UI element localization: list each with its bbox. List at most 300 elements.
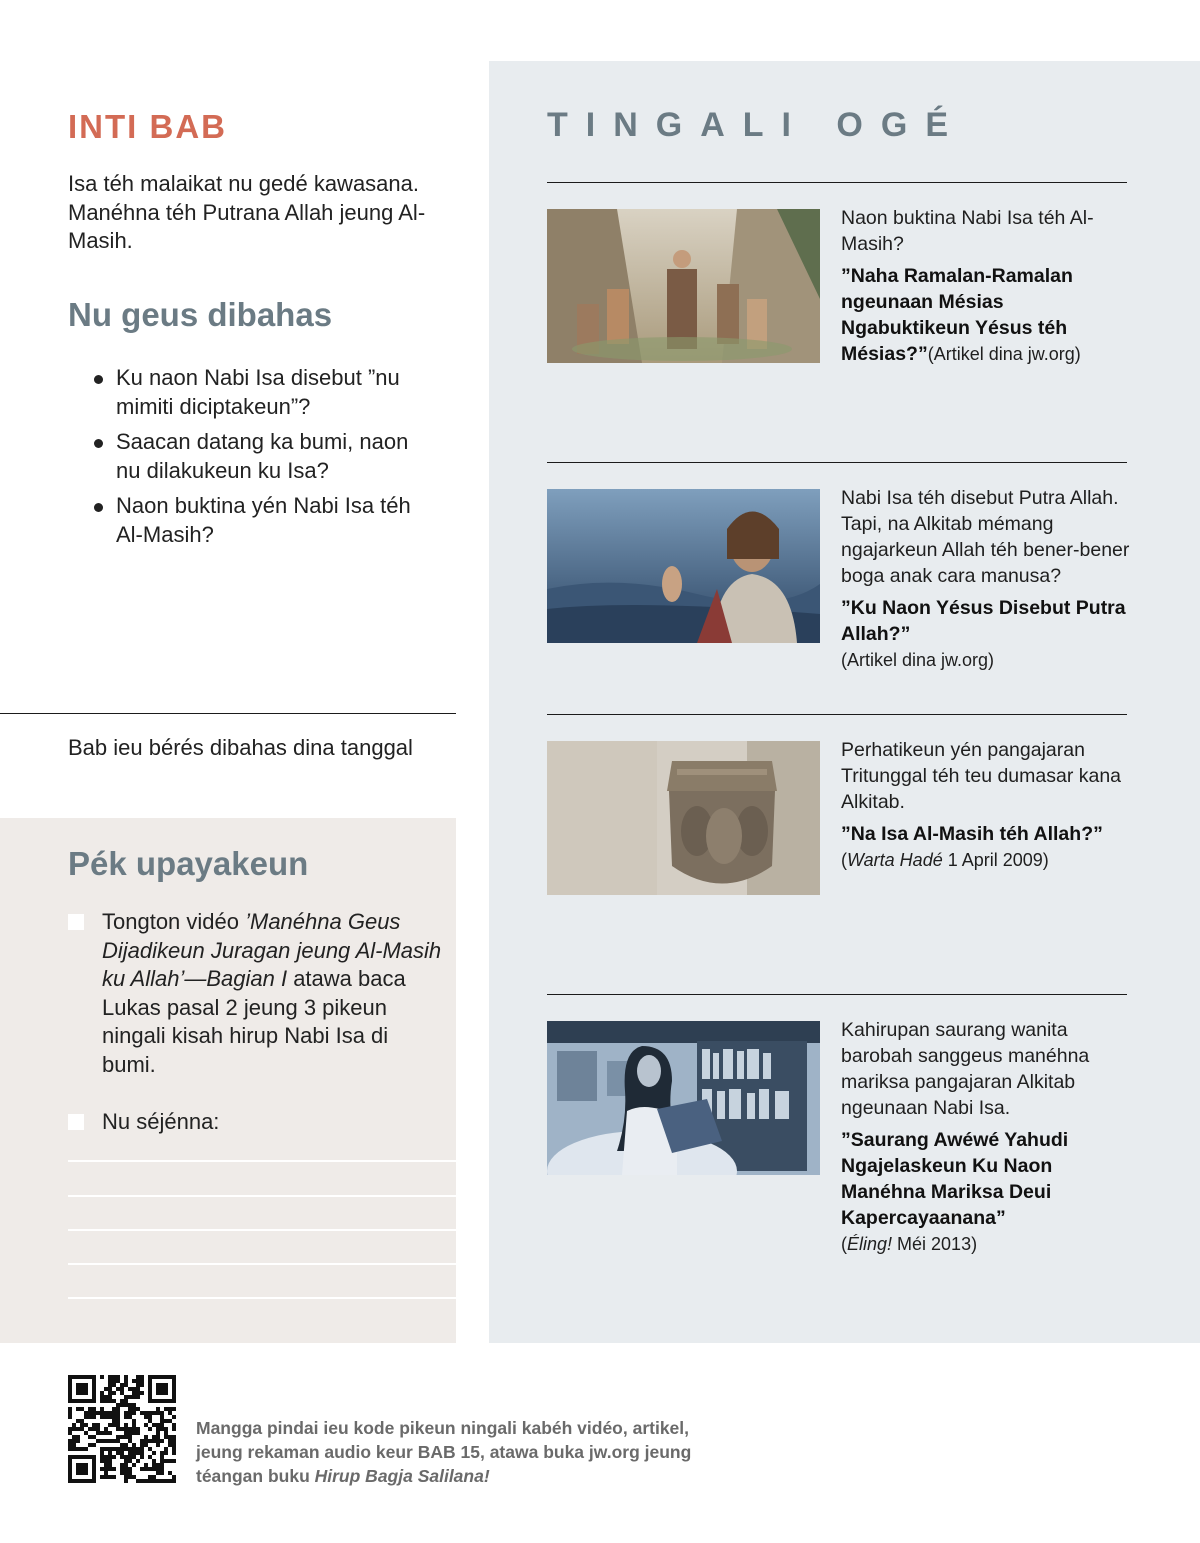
qr-module — [140, 1447, 144, 1451]
qr-module — [112, 1423, 116, 1427]
qr-module — [172, 1439, 176, 1443]
qr-module — [96, 1427, 100, 1431]
qr-code[interactable] — [68, 1375, 176, 1483]
qr-module — [104, 1455, 108, 1459]
qr-module — [116, 1379, 120, 1383]
qr-module — [124, 1479, 128, 1483]
qr-module — [68, 1427, 72, 1431]
qr-module — [80, 1419, 84, 1423]
qr-module — [164, 1451, 168, 1455]
qr-module — [88, 1407, 92, 1411]
qr-module — [120, 1455, 124, 1459]
qr-module — [136, 1379, 140, 1383]
qr-module — [160, 1427, 164, 1431]
qr-module — [124, 1379, 128, 1383]
qr-module — [160, 1463, 164, 1467]
qr-module — [124, 1455, 128, 1459]
qr-module — [120, 1467, 124, 1471]
qr-module — [104, 1399, 108, 1403]
qr-module — [132, 1455, 136, 1459]
qr-module — [120, 1387, 124, 1391]
qr-module — [112, 1419, 116, 1423]
qr-code-image — [68, 1375, 176, 1483]
qr-module — [120, 1435, 124, 1439]
qr-module — [136, 1375, 140, 1379]
qr-module — [132, 1407, 136, 1411]
qr-module — [100, 1451, 104, 1455]
qr-module — [172, 1435, 176, 1439]
qr-module — [108, 1399, 112, 1403]
qr-module — [148, 1415, 152, 1419]
qr-module — [164, 1407, 168, 1411]
qr-module — [112, 1383, 116, 1387]
qr-module — [152, 1467, 156, 1471]
qr-module — [128, 1431, 132, 1435]
qr-module — [120, 1471, 124, 1475]
woman-reading-book-photo[interactable] — [547, 1021, 820, 1175]
qr-module — [116, 1375, 120, 1379]
qr-module — [156, 1463, 160, 1467]
qr-module — [116, 1427, 120, 1431]
qr-module — [124, 1395, 128, 1399]
divider — [547, 462, 1127, 463]
qr-module — [128, 1467, 132, 1471]
qr-module — [68, 1407, 72, 1411]
qr-module — [68, 1431, 72, 1435]
see-also-ref-2 — [841, 485, 1131, 673]
see-also-ref-1 — [841, 205, 1131, 367]
qr-module — [76, 1435, 80, 1439]
qr-module — [100, 1475, 104, 1479]
qr-module — [144, 1443, 148, 1447]
qr-module — [168, 1439, 172, 1443]
qr-module — [124, 1415, 128, 1419]
qr-module — [112, 1439, 116, 1443]
qr-module — [124, 1463, 128, 1467]
qr-module — [116, 1411, 120, 1415]
qr-module — [100, 1455, 104, 1459]
write-in-line[interactable] — [68, 1229, 456, 1231]
write-in-line[interactable] — [68, 1297, 456, 1299]
procession-image — [547, 209, 820, 363]
qr-module — [144, 1435, 148, 1439]
qr-module — [104, 1427, 108, 1431]
qr-module — [132, 1411, 136, 1415]
qr-module — [140, 1443, 144, 1447]
qr-module — [116, 1423, 120, 1427]
qr-module — [116, 1419, 120, 1423]
qr-module — [116, 1435, 120, 1439]
checkbox[interactable] — [68, 1114, 84, 1130]
qr-module — [172, 1447, 176, 1451]
qr-module — [168, 1459, 172, 1463]
qr-module — [140, 1439, 144, 1443]
qr-module — [108, 1467, 112, 1471]
qr-module — [140, 1467, 144, 1471]
reading-image — [547, 1021, 820, 1175]
qr-module — [172, 1423, 176, 1427]
qr-module — [84, 1411, 88, 1415]
qr-module — [156, 1467, 160, 1471]
qr-module — [120, 1463, 124, 1467]
qr-module — [148, 1467, 152, 1471]
qr-module — [136, 1391, 140, 1395]
core-title: INTI BAB — [68, 108, 227, 145]
qr-module — [100, 1375, 104, 1379]
qr-module — [148, 1439, 152, 1443]
qr-module — [124, 1383, 128, 1387]
qr-module — [72, 1443, 76, 1447]
qr-module — [128, 1447, 132, 1451]
qr-module — [120, 1451, 124, 1455]
qr-module — [112, 1467, 116, 1471]
qr-module — [128, 1407, 132, 1411]
qr-module — [108, 1387, 112, 1391]
divider — [547, 182, 1127, 183]
qr-module — [164, 1459, 168, 1463]
qr-module — [136, 1427, 140, 1431]
qr-module — [132, 1427, 136, 1431]
qr-module — [124, 1447, 128, 1451]
qr-module — [140, 1451, 144, 1455]
qr-module — [132, 1419, 136, 1423]
qr-module — [108, 1395, 112, 1399]
qr-module — [116, 1451, 120, 1455]
write-in-line[interactable] — [68, 1263, 456, 1265]
qr-module — [96, 1423, 100, 1427]
qr-module — [92, 1443, 96, 1447]
qr-module — [152, 1479, 156, 1483]
qr-module — [88, 1435, 92, 1439]
qr-module — [160, 1415, 164, 1419]
qr-module — [92, 1407, 96, 1411]
qr-module — [124, 1467, 128, 1471]
qr-module — [124, 1411, 128, 1415]
three-faced-stone-carving[interactable] — [547, 741, 820, 895]
qr-module — [128, 1403, 132, 1407]
qr-module — [120, 1399, 124, 1403]
ref-article-title[interactable]: ”Naha Ramalan-Ramalan ngeunaan Mésias Ngabuktikeun Yésus téh Mésias?” — [841, 265, 1073, 365]
qr-module — [76, 1439, 80, 1443]
checkbox[interactable] — [68, 914, 84, 930]
qr-module — [96, 1439, 100, 1443]
jesus-praying-illustration[interactable] — [547, 489, 820, 643]
qr-module — [108, 1455, 112, 1459]
qr-module — [108, 1439, 112, 1443]
ref-article-title[interactable]: ”Na Isa Al-Masih téh Allah?” — [841, 823, 1103, 845]
qr-module — [136, 1459, 140, 1463]
qr-module — [112, 1475, 116, 1479]
qr-module — [144, 1415, 148, 1419]
qr-module — [76, 1407, 80, 1411]
qr-module — [100, 1439, 104, 1443]
see-also-ref-3 — [841, 737, 1131, 873]
qr-module — [124, 1399, 128, 1403]
qr-module — [148, 1419, 152, 1423]
qr-module — [124, 1443, 128, 1447]
qr-module — [124, 1471, 128, 1475]
qr-module — [160, 1423, 164, 1427]
qr-module — [164, 1435, 168, 1439]
divider — [0, 713, 456, 714]
qr-module — [92, 1423, 96, 1427]
qr-module — [108, 1447, 112, 1451]
qr-module — [152, 1423, 156, 1427]
try-item-video — [68, 908, 448, 1079]
qr-module — [136, 1395, 140, 1399]
qr-module — [100, 1395, 104, 1399]
qr-module — [160, 1439, 164, 1443]
qr-module — [80, 1427, 84, 1431]
qr-module — [80, 1447, 84, 1451]
review-questions — [92, 364, 422, 556]
qr-module — [92, 1435, 96, 1439]
qr-module — [92, 1411, 96, 1415]
ref-source: (Artikel dina jw.org) — [927, 344, 1081, 364]
qr-module — [160, 1467, 164, 1471]
qr-module — [108, 1451, 112, 1455]
review-question: Saacan datang ka bumi, naon nu dilakukeun ku Isa? — [92, 428, 422, 485]
qr-module — [156, 1443, 160, 1447]
qr-module — [160, 1455, 164, 1459]
praying-image — [547, 489, 820, 643]
qr-module — [156, 1435, 160, 1439]
qr-module — [132, 1379, 136, 1383]
qr-module — [156, 1431, 160, 1435]
qr-module — [124, 1375, 128, 1379]
qr-module — [96, 1411, 100, 1415]
qr-module — [68, 1439, 72, 1443]
qr-module — [76, 1447, 80, 1451]
qr-module — [116, 1403, 120, 1407]
qr-module — [148, 1411, 152, 1415]
qr-module — [88, 1443, 92, 1447]
qr-module — [144, 1439, 148, 1443]
qr-module — [124, 1475, 128, 1479]
qr-module — [152, 1435, 156, 1439]
qr-module — [68, 1443, 72, 1447]
qr-module — [128, 1387, 132, 1391]
qr-module — [76, 1427, 80, 1431]
try-item-text: Nu séjénna: — [102, 1109, 220, 1134]
qr-module — [148, 1455, 152, 1459]
qr-module — [108, 1475, 112, 1479]
qr-module — [104, 1439, 108, 1443]
qr-module — [72, 1435, 76, 1439]
qr-module — [88, 1411, 92, 1415]
ref-description: Perhatikeun yén pangajaran Tritunggal téh teu dumasar kana Alkitab. — [841, 739, 1122, 813]
ref-source: (Artikel dina jw.org) — [841, 650, 995, 670]
qr-module — [104, 1463, 108, 1467]
footer-instructions: Mangga pindai ieu kode pikeun ningali kabéh vidéo, artikel, jeung rekaman audio keur BAB 15, atawa buka jw.org jeung téangan buku Hirup Bagja Salilana! — [196, 1418, 692, 1486]
try-item-text: Tongton vidéo ’Manéhna Geus Dijadikeun Juragan jeung Al-Masih ku Allah’—Bagian I atawa baca Lukas pasal 2 jeung 3 pikeun ningali kisah hirup Nabi Isa di bumi. — [102, 909, 442, 1077]
qr-module — [116, 1415, 120, 1419]
qr-module — [164, 1447, 168, 1451]
qr-module — [80, 1407, 84, 1411]
qr-module — [172, 1459, 176, 1463]
qr-module — [156, 1471, 160, 1475]
qr-module — [164, 1427, 168, 1431]
qr-module — [112, 1447, 116, 1451]
qr-module — [144, 1479, 148, 1483]
qr-module — [168, 1419, 172, 1423]
qr-module — [72, 1447, 76, 1451]
qr-module — [140, 1455, 144, 1459]
qr-module — [132, 1443, 136, 1447]
qr-module — [148, 1427, 152, 1431]
qr-module — [96, 1431, 100, 1435]
qr-module — [132, 1387, 136, 1391]
qr-module — [108, 1415, 112, 1419]
qr-module — [124, 1423, 128, 1427]
qr-module — [132, 1475, 136, 1479]
ref-description: Naon buktina Nabi Isa téh Al-Masih? — [841, 207, 1094, 255]
qr-module — [72, 1423, 76, 1427]
qr-module — [156, 1407, 160, 1411]
qr-module — [100, 1399, 104, 1403]
qr-module — [104, 1415, 108, 1419]
qr-module — [152, 1463, 156, 1467]
qr-module — [104, 1471, 108, 1475]
see-also-title: TINGALI OGÉ — [547, 106, 966, 144]
qr-module — [108, 1375, 112, 1379]
qr-module — [120, 1443, 124, 1447]
review-question: Naon buktina yén Nabi Isa téh Al-Masih? — [92, 492, 422, 549]
qr-module — [156, 1479, 160, 1483]
qr-module — [116, 1447, 120, 1451]
qr-module — [68, 1447, 72, 1451]
qr-module — [160, 1451, 164, 1455]
qr-module — [132, 1391, 136, 1395]
qr-module — [128, 1475, 132, 1479]
try-title: Pék upayakeun — [68, 845, 309, 882]
qr-module — [124, 1427, 128, 1431]
qr-module — [144, 1467, 148, 1471]
qr-module — [108, 1459, 112, 1463]
qr-module — [112, 1455, 116, 1459]
qr-module — [128, 1411, 132, 1415]
qr-module — [140, 1479, 144, 1483]
qr-module — [100, 1447, 104, 1451]
qr-module — [68, 1411, 72, 1415]
qr-module — [144, 1411, 148, 1415]
qr-module — [132, 1447, 136, 1451]
try-item-other — [68, 1108, 448, 1137]
qr-module — [108, 1391, 112, 1395]
qr-module — [72, 1427, 76, 1431]
qr-module — [136, 1387, 140, 1391]
write-in-line[interactable] — [68, 1160, 456, 1162]
qr-module — [128, 1435, 132, 1439]
qr-module — [104, 1395, 108, 1399]
qr-module — [128, 1451, 132, 1455]
qr-module — [152, 1451, 156, 1455]
qr-module — [84, 1415, 88, 1419]
qr-module — [148, 1479, 152, 1483]
qr-module — [160, 1419, 164, 1423]
qr-module — [140, 1375, 144, 1379]
ref-source: (Éling! Méi 2013) — [841, 1234, 978, 1254]
qr-module — [132, 1403, 136, 1407]
ref-description: Kahirupan saurang wanita barobah sanggeus manéhna mariksa pangajaran Alkitab ngeunaan Nabi Isa. — [841, 1019, 1090, 1119]
qr-module — [68, 1415, 72, 1419]
qr-module — [164, 1479, 168, 1483]
qr-module — [100, 1459, 104, 1463]
divider — [547, 714, 1127, 715]
qr-module — [164, 1419, 168, 1423]
qr-module — [128, 1395, 132, 1399]
qr-module — [152, 1475, 156, 1479]
qr-module — [132, 1463, 136, 1467]
qr-module — [112, 1379, 116, 1383]
ref-article-title[interactable]: ”Saurang Awéwé Yahudi Ngajelaskeun Ku Naon Manéhna Mariksa Deui Kapercayaanana” — [841, 1129, 1069, 1229]
qr-module — [104, 1411, 108, 1415]
divider — [547, 994, 1127, 995]
qr-module — [172, 1427, 176, 1431]
qr-module — [112, 1399, 116, 1403]
ref-article-title[interactable]: ”Ku Naon Yésus Disebut Putra Allah?” — [841, 597, 1126, 645]
qr-module — [164, 1431, 168, 1435]
qr-module — [128, 1455, 132, 1459]
qr-module — [104, 1467, 108, 1471]
qr-module — [108, 1431, 112, 1435]
core-text: Isa téh malaikat nu gedé kawasana. Manéhna téh Putrana Allah jeung Al-Masih. — [68, 171, 426, 253]
qr-module — [168, 1407, 172, 1411]
qr-module — [144, 1463, 148, 1467]
qr-module — [124, 1435, 128, 1439]
qr-module — [120, 1427, 124, 1431]
stone-carving-image — [547, 741, 820, 895]
write-in-line[interactable] — [68, 1195, 456, 1197]
qr-module — [172, 1415, 176, 1419]
qr-module — [172, 1479, 176, 1483]
ref-description: Nabi Isa téh disebut Putra Allah. Tapi, na Alkitab mémang ngajarkeun Allah téh bener-bener boga anak cara manusa? — [841, 487, 1130, 587]
qr-module — [156, 1423, 160, 1427]
qr-module — [168, 1443, 172, 1447]
qr-module — [160, 1471, 164, 1475]
qr-module — [100, 1411, 104, 1415]
procession-illustration[interactable] — [547, 209, 820, 363]
qr-module — [108, 1463, 112, 1467]
qr-module — [128, 1427, 132, 1431]
qr-module — [112, 1411, 116, 1415]
qr-module — [132, 1395, 136, 1399]
qr-module — [120, 1403, 124, 1407]
qr-module — [168, 1435, 172, 1439]
qr-module — [124, 1459, 128, 1463]
qr-module — [168, 1479, 172, 1483]
qr-module — [160, 1459, 164, 1463]
qr-module — [88, 1427, 92, 1431]
qr-module — [172, 1443, 176, 1447]
qr-module — [100, 1407, 104, 1411]
qr-module — [84, 1423, 88, 1427]
qr-module — [140, 1383, 144, 1387]
qr-module — [116, 1387, 120, 1391]
qr-module — [108, 1423, 112, 1427]
qr-module — [128, 1415, 132, 1419]
qr-module — [108, 1383, 112, 1387]
qr-module — [152, 1439, 156, 1443]
discussed-title: Nu geus dibahas — [68, 296, 333, 333]
qr-module — [76, 1419, 80, 1423]
qr-module — [84, 1447, 88, 1451]
qr-module — [100, 1391, 104, 1395]
qr-module — [104, 1475, 108, 1479]
qr-module — [112, 1415, 116, 1419]
qr-module — [136, 1431, 140, 1435]
qr-module — [148, 1447, 152, 1451]
